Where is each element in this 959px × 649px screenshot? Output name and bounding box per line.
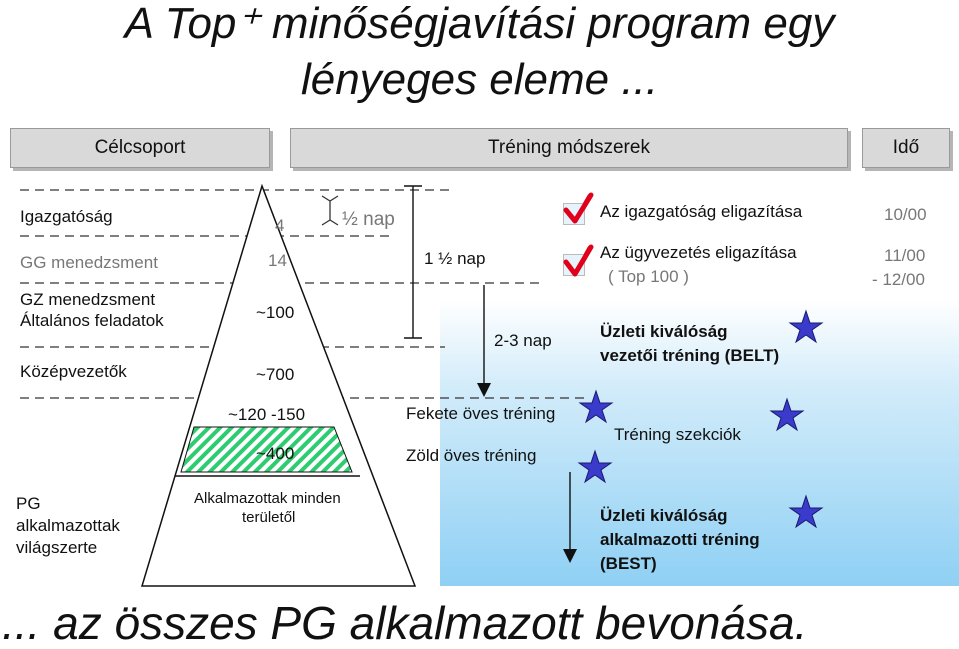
star-icon-belt [790, 311, 822, 342]
count-gg: 14 [268, 251, 287, 270]
training-best-2: alkalmazotti tréning [600, 530, 760, 549]
title-line-1: A Top⁺ minőségjavítási program egy [124, 0, 835, 48]
group-pg-2: alkalmazottak [16, 516, 120, 535]
training-best-3: (BEST) [600, 554, 657, 573]
header-training-methods: Tréning módszerek [290, 128, 848, 168]
training-top100: ( Top 100 ) [608, 267, 689, 286]
base-label-1: Alkalmazottak minden [194, 490, 341, 507]
training-belt-1: Üzleti kiválóság [600, 322, 728, 341]
count-green: ~400 [256, 444, 295, 463]
star-icon-best [790, 496, 822, 527]
group-gz-management: GZ menedzsment [20, 290, 156, 309]
checkbox-board-briefing [563, 203, 585, 225]
time-3: - 12/00 [872, 270, 925, 289]
time-1: 10/00 [884, 205, 927, 224]
star-icon-sections [771, 399, 803, 430]
training-black-belt: Fekete öves tréning [406, 404, 556, 423]
group-middle-managers: Középvezetők [20, 362, 127, 381]
training-board-briefing: Az igazgatóság eligazítása [600, 202, 803, 221]
count-band: ~120 -150 [228, 405, 306, 424]
group-general-tasks: Általános feladatok [20, 311, 164, 330]
half-day-bracket [322, 196, 338, 225]
duration-one-half-day: 1 ½ nap [424, 249, 486, 268]
header-time: Idő [862, 128, 950, 168]
time-2: 11/00 [884, 246, 926, 265]
training-belt-2: vezetői tréning (BELT) [600, 346, 780, 365]
star-icon-black-belt [580, 391, 612, 422]
training-sections: Tréning szekciók [614, 425, 741, 444]
title-line-2: lényeges eleme ... [300, 55, 659, 104]
training-best-1: Üzleti kiválóság [600, 506, 728, 525]
training-green-belt: Zöld öves tréning [406, 446, 537, 465]
base-label-2: területől [242, 509, 296, 526]
group-gg-management: GG menedzsment [20, 253, 158, 272]
checkbox-mgmt-briefing [563, 254, 585, 276]
group-board: Igazgatóság [20, 207, 113, 226]
group-pg-3: világszerte [16, 538, 98, 557]
duration-half-day: ½ nap [342, 209, 395, 230]
star-icon-green-belt [579, 451, 611, 482]
training-mgmt-briefing: Az ügyvezetés eligazítása [600, 243, 797, 262]
pyramid [142, 186, 415, 586]
count-board: 4 [275, 216, 285, 235]
duration-two-three-day: 2-3 nap [494, 331, 552, 350]
footer-text: ... az összes PG alkalmazott bevonása. [2, 597, 808, 649]
header-target-group: Célcsoport [10, 128, 270, 168]
count-gz: ~100 [256, 303, 295, 322]
group-pg-1: PG [16, 494, 41, 513]
count-middle: ~700 [256, 365, 295, 384]
